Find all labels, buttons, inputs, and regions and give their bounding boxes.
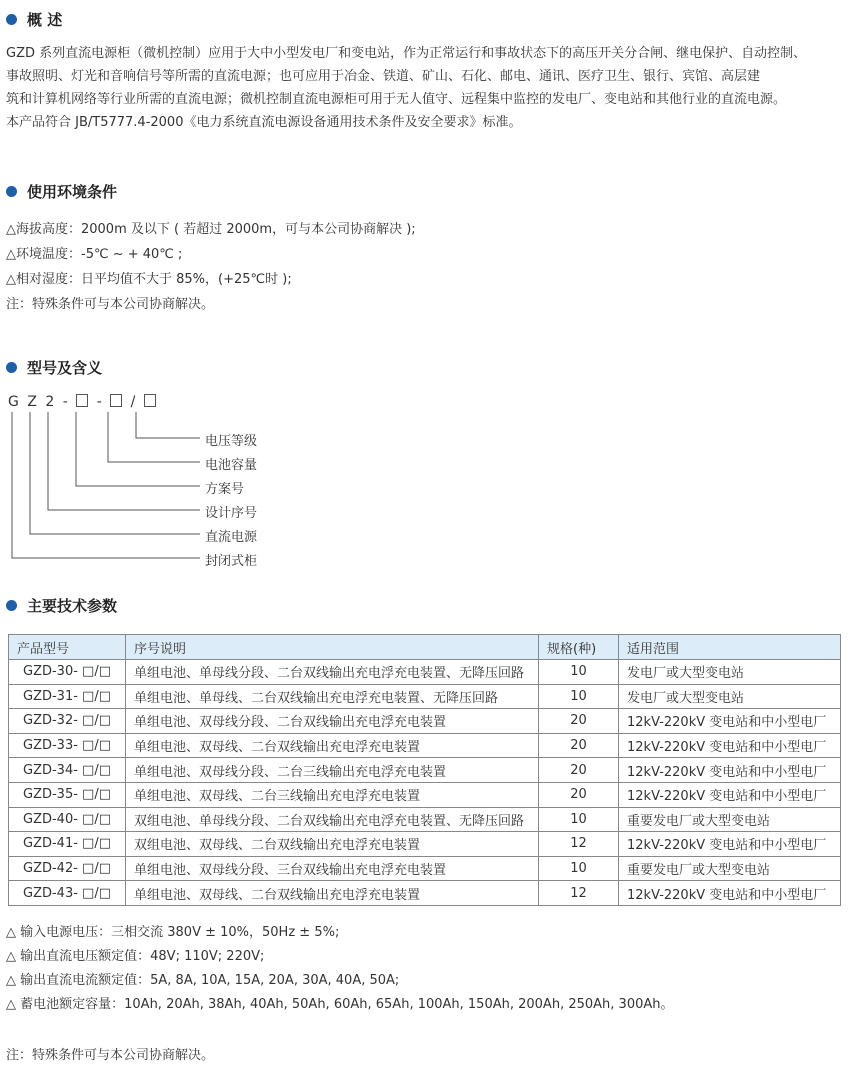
overview-line: 事故照明、灯光和音响信号等所需的直流电源；也可应用于冶金、铁道、矿山、石化、邮电、通讯、医疗卫生、银行、宾馆、高层建 — [6, 69, 761, 84]
section-title-params — [6, 594, 117, 616]
cell-model: GZD-30- □/□ — [9, 660, 126, 685]
cell-scope: 发电厂或大型变电站 — [619, 684, 841, 709]
cell-description: 单组电池、单母线、二台双线输出充电浮充电装置、无降压回路 — [126, 684, 539, 709]
cell-spec: 10 — [539, 807, 619, 832]
environment-line: △海拔高度：2000m 及以下 ( 若超过 2000m，可与本公司协商解决 ); — [6, 222, 416, 237]
param-note: △ 输出直流电流额定值：5A, 8A, 10A, 15A, 20A, 30A, 40A, 50A; — [6, 973, 400, 988]
cell-model: GZD-35- □/□ — [9, 782, 126, 807]
table-header-row — [9, 635, 841, 660]
meaning-label: 设计序号 — [205, 506, 258, 521]
cell-description: 单组电池、单母线分段、二台双线输出充电浮充电装置、无降压回路 — [126, 660, 539, 685]
connector-design — [48, 412, 200, 510]
cell-spec: 12 — [539, 881, 619, 906]
meaning-label: 封闭式柜 — [205, 554, 258, 569]
cell-scope: 12kV-220kV 变电站和中小型电厂 — [619, 881, 841, 906]
section-title-overview — [6, 8, 62, 30]
cell-description: 双组电池、单母线分段、二台双线输出充电浮充电装置、无降压回路 — [126, 807, 539, 832]
cell-model: GZD-32- □/□ — [9, 709, 126, 734]
environment-line: △相对湿度：日平均值不大于 85%，(+25℃时 ); — [6, 272, 292, 287]
cell-description: 单组电池、双母线、二台双线输出充电浮充电装置 — [126, 733, 539, 758]
cell-model: GZD-33- □/□ — [9, 733, 126, 758]
param-note: △ 蓄电池额定容量：10Ah, 20Ah, 38Ah, 40Ah, 50Ah, 60Ah, 65Ah, 100Ah, 150Ah, 200Ah, 250Ah, 300Ah。 — [6, 997, 674, 1012]
connector-scheme — [76, 412, 200, 486]
section-title-text: 主要技术参数 — [27, 596, 118, 615]
meaning-label: 方案号 — [205, 482, 245, 497]
table-row — [9, 660, 841, 685]
code-char: G — [8, 394, 19, 410]
column-header: 适用范围 — [619, 635, 841, 660]
connector-voltage — [136, 412, 200, 438]
meaning-label: 电压等级 — [205, 434, 258, 449]
cell-scope: 重要发电厂或大型变电站 — [619, 807, 841, 832]
cell-spec: 20 — [539, 733, 619, 758]
params-table — [8, 634, 841, 906]
section-title-text: 概 述 — [27, 10, 63, 29]
bullet-icon — [6, 362, 17, 373]
code-char: 2 — [45, 394, 55, 410]
cell-model: GZD-34- □/□ — [9, 758, 126, 783]
cell-model: GZD-40- □/□ — [9, 807, 126, 832]
cell-scope: 12kV-220kV 变电站和中小型电厂 — [619, 832, 841, 857]
cell-scope: 发电厂或大型变电站 — [619, 660, 841, 685]
code-slash: / — [130, 394, 136, 410]
cell-description: 单组电池、双母线、二台双线输出充电浮充电装置 — [126, 881, 539, 906]
cell-spec: 10 — [539, 660, 619, 685]
section-title-environment — [6, 180, 117, 202]
table-row — [9, 709, 841, 734]
cell-model: GZD-31- □/□ — [9, 684, 126, 709]
column-header: 序号说明 — [126, 635, 539, 660]
bullet-icon — [6, 14, 17, 25]
section-title-text: 型号及含义 — [27, 358, 103, 377]
cell-model: GZD-42- □/□ — [9, 856, 126, 881]
meaning-label: 电池容量 — [205, 458, 258, 473]
connector-capacity — [108, 412, 200, 462]
table-row — [9, 782, 841, 807]
bullet-icon — [6, 600, 17, 611]
cell-spec: 10 — [539, 684, 619, 709]
code-dash: - — [62, 394, 68, 410]
environment-note: 注：特殊条件可与本公司协商解决。 — [6, 297, 215, 312]
section-title-model — [6, 356, 102, 378]
cell-scope: 12kV-220kV 变电站和中小型电厂 — [619, 733, 841, 758]
cell-scope: 12kV-220kV 变电站和中小型电厂 — [619, 758, 841, 783]
cell-scope: 12kV-220kV 变电站和中小型电厂 — [619, 709, 841, 734]
environment-line: △环境温度：-5℃ ~ + 40℃ ; — [6, 247, 183, 262]
param-note: △ 输出直流电压额定值：48V; 110V; 220V; — [6, 949, 265, 964]
overview-paragraph — [6, 42, 844, 134]
column-header: 规格(种) — [539, 635, 619, 660]
footnote: 注：特殊条件可与本公司协商解决。 — [6, 1048, 215, 1063]
bullet-icon — [6, 186, 17, 197]
cell-description: 单组电池、双母线分段、三台双线输出充电浮充电装置 — [126, 856, 539, 881]
overview-line: 筑和计算机网络等行业所需的直流电源；微机控制直流电源柜可用于无人值守、远程集中监控的发电厂、变电站和其他行业的直流电源。 — [6, 92, 787, 107]
cell-description: 单组电池、双母线分段、二台双线输出充电浮充电装置 — [126, 709, 539, 734]
connector-dc — [30, 412, 200, 534]
table-row — [9, 856, 841, 881]
table-row — [9, 881, 841, 906]
cell-model: GZD-41- □/□ — [9, 832, 126, 857]
table-row — [9, 733, 841, 758]
table-row — [9, 684, 841, 709]
connector-cabinet — [12, 412, 200, 558]
cell-description: 单组电池、双母线、二台三线输出充电浮充电装置 — [126, 782, 539, 807]
cell-spec: 20 — [539, 758, 619, 783]
meaning-label: 直流电源 — [205, 530, 258, 545]
overview-line: 本产品符合 JB/T5777.4-2000《电力系统直流电源设备通用技术条件及安全要求》标准。 — [6, 115, 522, 130]
cell-spec: 20 — [539, 782, 619, 807]
code-dash: - — [96, 394, 102, 410]
cell-scope: 重要发电厂或大型变电站 — [619, 856, 841, 881]
section-title-text: 使用环境条件 — [27, 182, 118, 201]
cell-description: 单组电池、双母线分段、二台三线输出充电浮充电装置 — [126, 758, 539, 783]
cell-spec: 20 — [539, 709, 619, 734]
cell-spec: 10 — [539, 856, 619, 881]
table-row — [9, 832, 841, 857]
column-header: 产品型号 — [9, 635, 126, 660]
cell-scope: 12kV-220kV 变电站和中小型电厂 — [619, 782, 841, 807]
cell-spec: 12 — [539, 832, 619, 857]
table-row — [9, 758, 841, 783]
cell-model: GZD-43- □/□ — [9, 881, 126, 906]
param-note: △ 输入电源电压：三相交流 380V ± 10%，50Hz ± 5%; — [6, 925, 340, 940]
cell-description: 双组电池、双母线、二台双线输出充电浮充电装置 — [126, 832, 539, 857]
code-char: Z — [27, 394, 37, 410]
overview-line: GZD 系列直流电源柜（微机控制）应用于大中小型发电厂和变电站，作为正常运行和事故状态下的高压开关分合闸、继电保护、自动控制、 — [6, 46, 807, 61]
table-row — [9, 807, 841, 832]
